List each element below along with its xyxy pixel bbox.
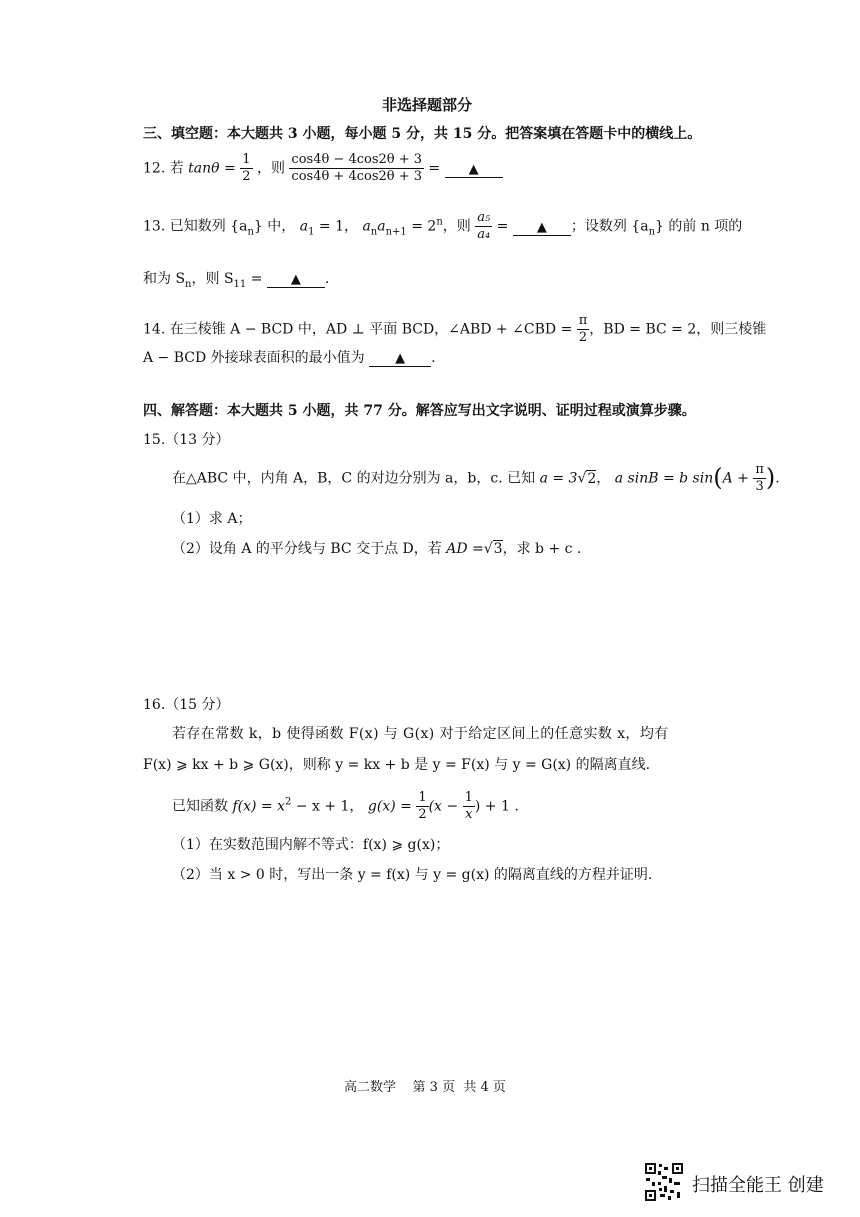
q13-ratio-fraction: $\frac{\text{a₅}}{\text{a₄}}$ [477, 210, 491, 242]
section-title: 非选择题部分 [382, 96, 473, 114]
q15-part-2: （2）设角 A 的平分线与 BC 交于点 D，若 AD =√3，求 b + c . [172, 541, 582, 557]
q16-definition-line1: 若存在常数 k，b 使得函数 F(x) 与 G(x) 对于给定区间上的任意实数 x，均有 [172, 726, 669, 742]
q14-pi-half-fraction: $\frac{\pi}{2}$ [578, 313, 588, 345]
triangle-marker-icon: ▲ [290, 272, 301, 287]
page-footer: 高二数学 第 3 页 共 4 页 [344, 1080, 506, 1095]
q12-answer-blank [445, 162, 503, 178]
q16-part-2: （2）当 x > 0 时，写出一条 y = f(x) 与 y = g(x) 的隔离直线的方程并证明. [172, 867, 653, 883]
triangle-marker-icon: ▲ [395, 351, 406, 366]
triangle-marker-icon: ▲ [536, 219, 547, 235]
q15-header: 15.（13 分） [143, 432, 230, 448]
q15-part-1: （1）求 A； [172, 511, 252, 527]
q12-half-fraction: $\frac{1}{2}$ [242, 152, 251, 184]
q16-half-fraction: $\frac{1}{2}$ [418, 790, 427, 822]
question-14: 14. 在三棱锥 A − BCD 中，AD ⊥ 平面 BCD，∠ABD + ∠CBD = $\frac{\pi}{2}$ ，BD = BC = 2，则三棱锥 [143, 313, 767, 345]
question-13-line2: 和为 $S_n$，则 $S_{11}$ = ▲ . [143, 271, 330, 290]
qr-code-icon [644, 1162, 684, 1206]
q12-number: 12. [143, 160, 166, 177]
q16-inverse-fraction: $\frac{1}{x}$ [464, 790, 473, 822]
q16-header: 16.（15 分） [143, 697, 230, 713]
section4-heading: 四、解答题：本大题共 5 小题，共 77 分。解答应写出文字说明、证明过程或演算步骤。 [143, 403, 696, 419]
scanner-watermark-text: 扫描全能王 创建 [692, 1175, 824, 1196]
question-14-line2: A − BCD 外接球表面积的最小值为 ▲ . [143, 350, 436, 366]
q15-stem: 在△ABC 中，内角 A，B，C 的对边分别为 a，b，c. 已知 a = 3√2， a sinB = b sin(A + $\frac{\pi}{3}$ ). [172, 462, 780, 494]
question-13: 13. 已知数列 $\{a_n\}$ 中， $a_1 = 1$， $a_na_{n+1} = 2^n$，则 $\frac{\text{a₅}}{\text{a₄}}$ = ▲ ；设数列 $\{a_n\}$ 的前 n 项的 [143, 210, 743, 242]
section3-heading: 三、填空题：本大题共 3 小题，每小题 5 分，共 15 分。把答案填在答题卡中的横线上。 [143, 126, 702, 142]
q13-answer-blank-1 [513, 220, 571, 236]
triangle-marker-icon: ▲ [468, 161, 479, 177]
q16-part-1: （1）在实数范围内解不等式：f(x) ⩾ g(x)； [172, 837, 450, 853]
q12-expression-fraction: $\frac{\cos 4\theta - 4\cos 2\theta + 3}{\cos 4\theta + 4\cos 2\theta + 3}$ [291, 152, 423, 184]
q16-given: 已知函数 $f(x) = x^2 - x + 1$， g(x) = $\frac{1}{2}$ (x − $\frac{1}{x}$ ) + 1 . [172, 790, 519, 822]
q14-answer-blank [369, 351, 431, 367]
q16-definition-line2: F(x) ⩾ kx + b ⩾ G(x)，则称 y = kx + b 是 y = F(x) 与 y = G(x) 的隔离直线. [143, 757, 651, 773]
q15-pi-third-fraction: $\frac{\pi}{3}$ [755, 462, 764, 494]
question-12: 12. 若 tanθ = $\frac{1}{2}$ ，则 $\frac{\cos 4\theta - 4\cos 2\theta + 3}{\cos 4\theta + 4\cos 2\theta + 3}$ = ▲ [143, 152, 503, 185]
q13-answer-blank-2 [267, 272, 325, 288]
